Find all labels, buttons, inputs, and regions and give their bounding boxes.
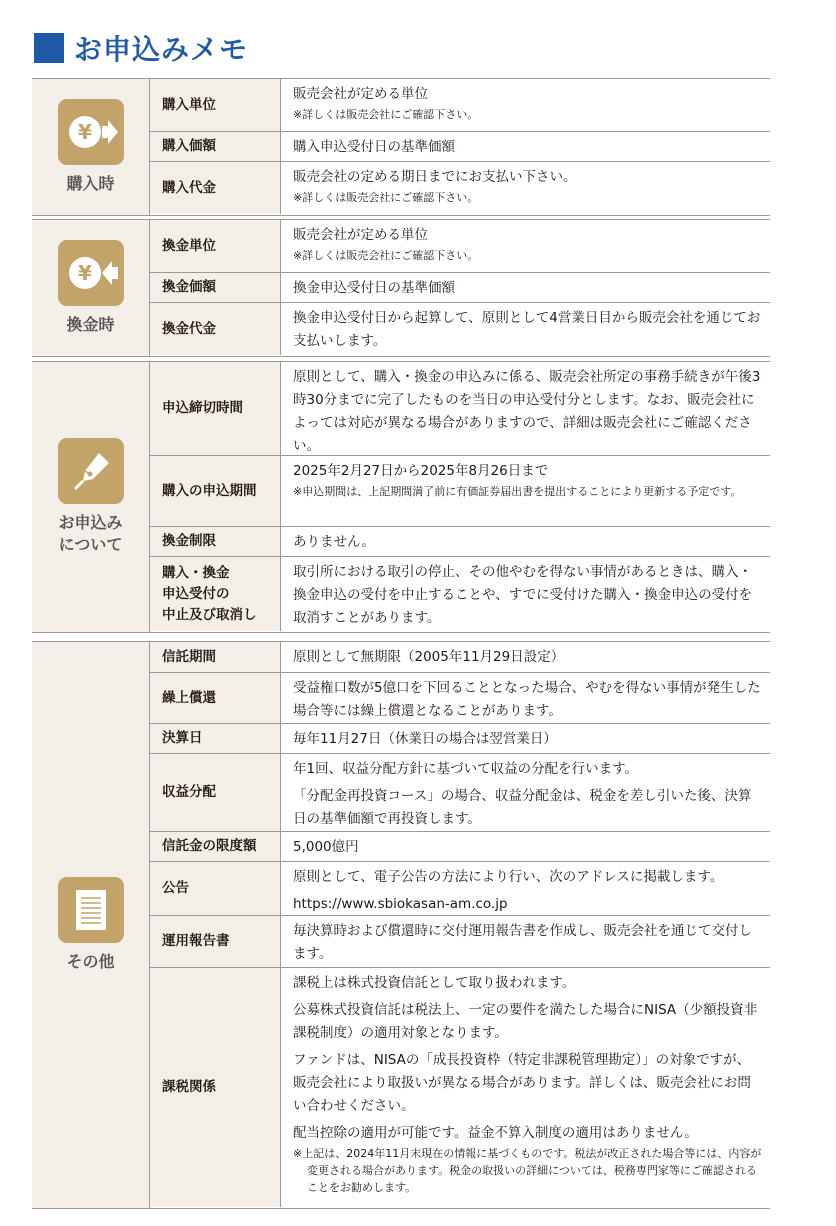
group-label: 購入時 [66, 174, 115, 193]
content-text: 販売会社が定める単位 [293, 86, 428, 102]
row-content [281, 862, 770, 915]
title-marker [34, 33, 64, 63]
memo-group [32, 361, 770, 633]
pen-icon [58, 438, 124, 504]
row-label: 繰上償還 [150, 673, 281, 723]
row-content [281, 673, 770, 723]
row-content [281, 456, 770, 526]
content-text: 毎年11月27日（休業日の場合は翌営業日） [293, 731, 557, 747]
document-icon [58, 877, 124, 943]
row-content [281, 968, 770, 1207]
note-text: ※詳しくは販売会社にご確認下さい。 [293, 249, 479, 262]
row-label: 収益分配 [150, 754, 281, 831]
group-header [32, 220, 150, 356]
table-row [150, 915, 770, 967]
table-row [150, 642, 770, 672]
row-content [281, 832, 770, 861]
row-label: 換金代金 [150, 303, 281, 355]
group-rows [150, 79, 770, 215]
row-content [281, 220, 770, 272]
content-text: 換金申込受付日の基準価額 [293, 280, 455, 296]
content-text: ファンドは、NISAの「成長投資枠（特定非課税管理勘定）」の対象ですが、販売会社により取扱いが異なる場合があります。詳しくは、販売会社にお問い合わせください。 [293, 1052, 751, 1114]
content-text: 受益権口数が5億口を下回ることとなった場合、やむを得ない事情が発生した場合等には繰上償還となることがあります。 [293, 680, 761, 719]
content-text: 換金申込受付日から起算して、原則として4営業日目から販売会社を通じてお支払いします。 [293, 310, 761, 349]
table-row [150, 302, 770, 355]
table-row [150, 556, 770, 631]
yen-out-icon [58, 240, 124, 306]
table-row [150, 272, 770, 302]
group-rows [150, 642, 770, 1208]
page-title-bar [34, 30, 248, 66]
table-row [150, 723, 770, 753]
table-row [150, 161, 770, 214]
memo-group [32, 641, 770, 1209]
svg-text:¥: ¥ [77, 261, 92, 285]
row-content [281, 362, 770, 455]
note-text: ※詳しくは販売会社にご確認下さい。 [293, 191, 479, 204]
content-text: 公募株式投資信託は税法上、一定の要件を満たした場合にNISA（少額投資非課税制度）の適用対象となります。 [293, 1002, 758, 1041]
group-rows [150, 362, 770, 632]
row-content [281, 916, 770, 967]
content-text: 原則として、購入・換金の申込みに係る、販売会社所定の事務手続きが午後3時30分までに完了したものを当日の申込受付分とします。なお、販売会社によっては対応が異なる場合がありますので、詳細は販売会社にご確認ください。 [293, 369, 761, 454]
table-row [150, 455, 770, 526]
row-content [281, 162, 770, 214]
content-text: 課税上は株式投資信託として取り扱われます。 [293, 975, 576, 991]
content-text: 毎決算時および償還時に交付運用報告書を作成し、販売会社を通じて交付します。 [293, 923, 752, 962]
table-row [150, 362, 770, 455]
table-row [150, 831, 770, 861]
row-content [281, 303, 770, 355]
row-label: 公告 [150, 862, 281, 915]
yen-in-icon [58, 99, 124, 165]
row-label: 信託期間 [150, 642, 281, 672]
content-text: 年1回、収益分配方針に基づいて収益の分配を行います。 [293, 761, 639, 777]
content-text: 購入申込受付日の基準価額 [293, 139, 455, 155]
content-text: 販売会社が定める単位 [293, 227, 428, 243]
group-header [32, 642, 150, 1208]
row-content [281, 642, 770, 672]
row-content [281, 724, 770, 753]
content-text: 販売会社の定める期日までにお支払い下さい。 [293, 169, 577, 185]
page-title: お申込みメモ [74, 33, 249, 66]
row-content [281, 527, 770, 556]
row-label: 購入の申込期間 [150, 456, 281, 526]
row-label: 申込締切時間 [150, 362, 281, 455]
content-text: 原則として無期限（2005年11月29日設定） [293, 649, 565, 665]
row-label: 信託金の限度額 [150, 832, 281, 861]
row-label: 購入価額 [150, 132, 281, 161]
group-label: お申込み について [58, 513, 123, 554]
row-label: 換金単位 [150, 220, 281, 272]
group-label: 換金時 [66, 315, 115, 334]
group-rows [150, 220, 770, 356]
row-label: 購入代金 [150, 162, 281, 214]
row-content [281, 273, 770, 302]
row-label: 換金制限 [150, 527, 281, 556]
content-text: 取引所における取引の停止、その他やむを得ない事情があるときは、購入・換金申込の受付を中止することや、すでに受付けた購入・換金申込の受付を取消すことがあります。 [293, 564, 753, 626]
row-content [281, 754, 770, 831]
row-content [281, 79, 770, 131]
row-content [281, 557, 770, 631]
table-row [150, 526, 770, 556]
table-row [150, 220, 770, 272]
content-text: 5,000億円 [293, 839, 359, 855]
table-row [150, 672, 770, 723]
group-header [32, 79, 150, 215]
content-text: 「分配金再投資コース」の場合、収益分配金は、税金を差し引いた後、決算日の基準価額で再投資します。 [293, 788, 752, 827]
group-header [32, 362, 150, 632]
note-text: ※詳しくは販売会社にご確認下さい。 [293, 108, 479, 121]
content-text: 原則として、電子公告の方法により行い、次のアドレスに掲載します。 [293, 869, 724, 885]
content-text: ありません。 [293, 534, 375, 550]
content-text: https://www.sbiokasan-am.co.jp [293, 896, 508, 912]
table-row [150, 753, 770, 831]
table-row [150, 967, 770, 1207]
content-text: 配当控除の適用が可能です。益金不算入制度の適用はありません。 [293, 1125, 698, 1141]
row-label: 課税関係 [150, 968, 281, 1207]
table-row [150, 131, 770, 161]
row-content [281, 132, 770, 161]
row-label: 運用報告書 [150, 916, 281, 967]
row-label: 決算日 [150, 724, 281, 753]
row-label: 購入単位 [150, 79, 281, 131]
row-label: 換金価額 [150, 273, 281, 302]
table-row [150, 79, 770, 131]
memo-group [32, 219, 770, 357]
table-row [150, 861, 770, 915]
memo-group [32, 78, 770, 216]
row-label: 購入・換金 申込受付の 中止及び取消し [150, 557, 281, 631]
svg-text:¥: ¥ [77, 120, 92, 144]
note-text: ※申込期間は、上記期間満了前に有価証券届出書を提出することにより更新する予定です。 [293, 485, 742, 498]
content-text: 2025年2月27日から2025年8月26日まで [293, 463, 549, 479]
note-text: ※上記は、2024年11月末現在の情報に基づくものです。税法が改正された場合等には、内容が変更される場合があります。税金の取扱いの詳細については、税務専門家等にご確認されることをお勧めします。 [293, 1147, 762, 1194]
group-label: その他 [66, 952, 115, 971]
